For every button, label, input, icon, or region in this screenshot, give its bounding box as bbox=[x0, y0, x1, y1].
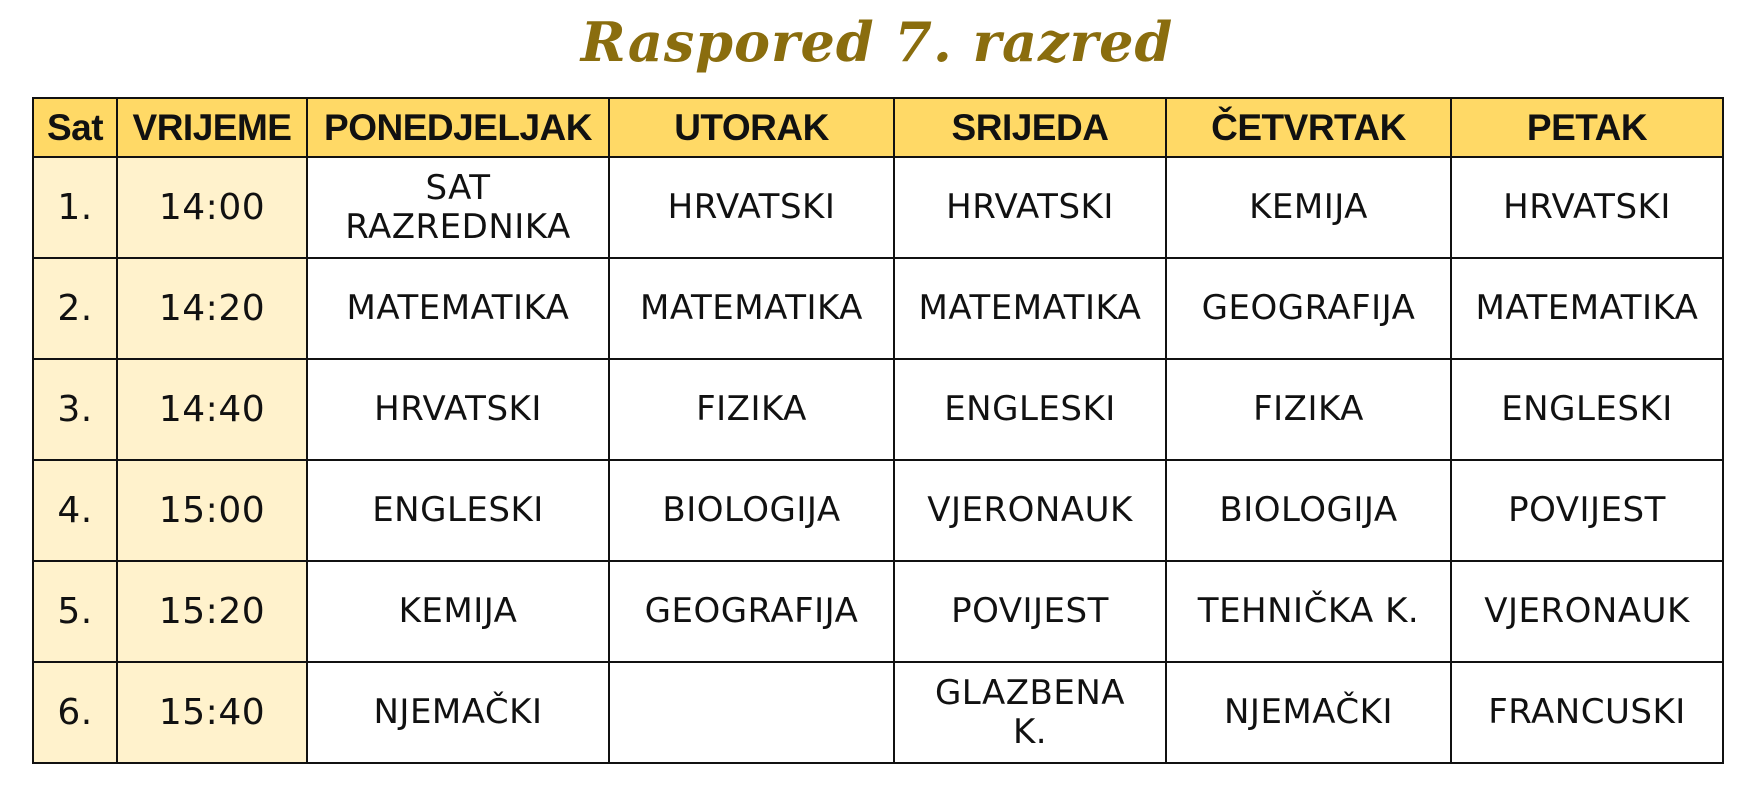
subject: NJEMAČKI bbox=[1223, 692, 1393, 732]
cell-utorak bbox=[609, 258, 894, 359]
subject: ENGLESKI bbox=[372, 490, 544, 530]
table-row bbox=[33, 157, 1723, 258]
cell-ponedjeljak bbox=[307, 258, 609, 359]
cell-cetvrtak bbox=[1166, 460, 1451, 561]
cell-utorak bbox=[609, 460, 894, 561]
subject: GEOGRAFIJA bbox=[1201, 288, 1416, 328]
cell-utorak bbox=[609, 662, 894, 763]
cell-petak bbox=[1451, 662, 1723, 763]
table-row bbox=[33, 460, 1723, 561]
subject: KEMIJA bbox=[1249, 187, 1368, 227]
cell-cetvrtak bbox=[1166, 359, 1451, 460]
subject: HRVATSKI bbox=[667, 187, 836, 227]
subject: MATEMATIKA bbox=[918, 288, 1142, 328]
cell-srijeda bbox=[894, 157, 1166, 258]
cell-ponedjeljak bbox=[307, 662, 609, 763]
cell-petak bbox=[1451, 157, 1723, 258]
cell-petak bbox=[1451, 258, 1723, 359]
header-sat: Sat bbox=[33, 98, 117, 157]
cell-utorak bbox=[609, 359, 894, 460]
header-vrijeme: VRIJEME bbox=[117, 98, 307, 157]
subject: KEMIJA bbox=[398, 591, 518, 631]
header-ponedjeljak: PONEDJELJAK bbox=[307, 98, 609, 157]
cell-ponedjeljak bbox=[307, 359, 609, 460]
subject: FIZIKA bbox=[1253, 389, 1364, 429]
period-number: 1. bbox=[33, 157, 117, 258]
cell-petak bbox=[1451, 359, 1723, 460]
period-number: 4. bbox=[33, 460, 117, 561]
subject-line: GLAZBENA bbox=[934, 672, 1126, 713]
cell-srijeda bbox=[894, 258, 1166, 359]
cell-utorak bbox=[609, 157, 894, 258]
cell-ponedjeljak bbox=[307, 157, 609, 258]
subject: FRANCUSKI bbox=[1488, 692, 1686, 732]
header-row bbox=[33, 98, 1723, 157]
cell-srijeda bbox=[894, 662, 1166, 763]
header-utorak: UTORAK bbox=[609, 98, 894, 157]
subject: HRVATSKI bbox=[1503, 187, 1671, 227]
subject: BIOLOGIJA bbox=[1219, 490, 1398, 530]
header-petak: PETAK bbox=[1451, 98, 1723, 157]
subject: MATEMATIKA bbox=[346, 288, 570, 328]
cell-ponedjeljak bbox=[307, 460, 609, 561]
subject: POVIJEST bbox=[1508, 490, 1666, 530]
subject: MATEMATIKA bbox=[1475, 288, 1699, 328]
subject: GEOGRAFIJA bbox=[644, 591, 859, 631]
subject: VJERONAUK bbox=[927, 490, 1133, 530]
subject: VJERONAUK bbox=[1484, 591, 1690, 631]
period-time: 14:00 bbox=[117, 157, 307, 258]
subject: TEHNIČKA K. bbox=[1197, 591, 1420, 631]
period-number: 2. bbox=[33, 258, 117, 359]
schedule-table bbox=[32, 97, 1724, 764]
cell-cetvrtak bbox=[1166, 662, 1451, 763]
header-cetvrtak: ČETVRTAK bbox=[1166, 98, 1451, 157]
subject: HRVATSKI bbox=[946, 187, 1114, 227]
subject: ENGLESKI bbox=[1501, 389, 1673, 429]
subject: NJEMAČKI bbox=[373, 692, 543, 732]
cell-srijeda bbox=[894, 460, 1166, 561]
cell-srijeda bbox=[894, 561, 1166, 662]
cell-utorak bbox=[609, 561, 894, 662]
subject: BIOLOGIJA bbox=[662, 490, 841, 530]
cell-ponedjeljak bbox=[307, 561, 609, 662]
period-time: 15:00 bbox=[117, 460, 307, 561]
subject: HRVATSKI bbox=[374, 389, 542, 429]
cell-petak bbox=[1451, 460, 1723, 561]
subject: FIZIKA bbox=[696, 389, 807, 429]
period-time: 14:40 bbox=[117, 359, 307, 460]
cell-petak bbox=[1451, 561, 1723, 662]
cell-srijeda bbox=[894, 359, 1166, 460]
page-title: Raspored 7. razred bbox=[580, 10, 1174, 74]
period-number: 5. bbox=[33, 561, 117, 662]
subject: POVIJEST bbox=[951, 591, 1109, 631]
period-number: 3. bbox=[33, 359, 117, 460]
subject-line: K. bbox=[1012, 711, 1048, 752]
cell-cetvrtak bbox=[1166, 157, 1451, 258]
subject: MATEMATIKA bbox=[640, 288, 863, 328]
period-time: 15:40 bbox=[117, 662, 307, 763]
cell-cetvrtak bbox=[1166, 258, 1451, 359]
subject: ENGLESKI bbox=[944, 389, 1116, 429]
table-row bbox=[33, 359, 1723, 460]
table-row bbox=[33, 561, 1723, 662]
subject-line: RAZREDNIKA bbox=[345, 206, 571, 247]
period-time: 14:20 bbox=[117, 258, 307, 359]
cell-cetvrtak bbox=[1166, 561, 1451, 662]
subject-line: SAT bbox=[425, 167, 491, 208]
header-srijeda: SRIJEDA bbox=[894, 98, 1166, 157]
table-row bbox=[33, 662, 1723, 763]
table-row bbox=[33, 258, 1723, 359]
period-number: 6. bbox=[33, 662, 117, 763]
period-time: 15:20 bbox=[117, 561, 307, 662]
